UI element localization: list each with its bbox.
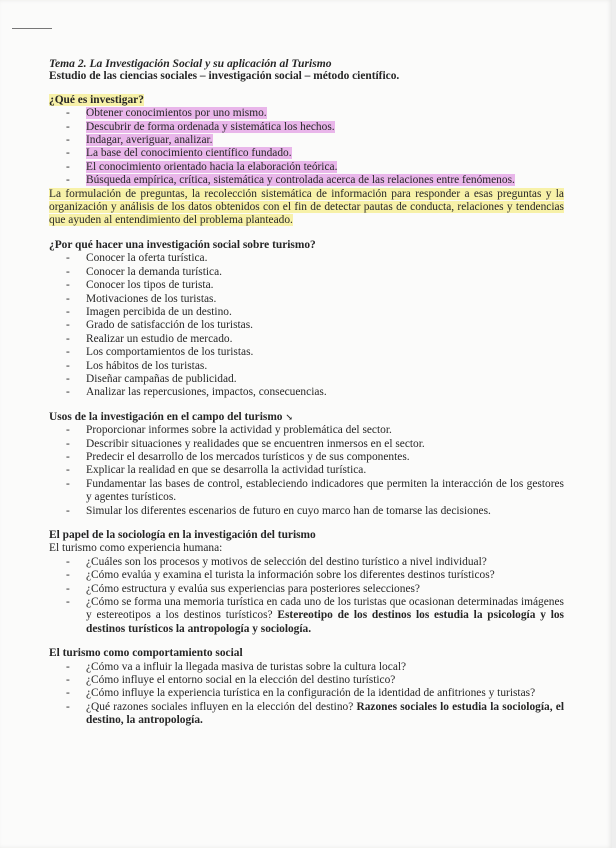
- list-item: - El conocimiento orientado hacia la elaboración teórica.: [49, 161, 564, 174]
- list-item: - Motivaciones de los turistas.: [49, 293, 564, 306]
- list-item: - ¿Qué razones sociales influyen en la elección del destino? Razones sociales lo estudia la sociología, el destino, la antropología.: [49, 701, 564, 728]
- usos-list: [49, 424, 564, 518]
- list-item: - ¿Cómo estructura y evalúa sus experiencias para posteriores selecciones?: [49, 583, 564, 596]
- document-title: Tema 2. La Investigación Social y su aplicación al Turismo: [49, 57, 332, 70]
- list-item: - Fundamentar las bases de control, estableciendo indicadores que permiten la interacción de los gestores y agentes turísticos.: [49, 478, 564, 505]
- list-item: - Proporcionar informes sobre la actividad y problemática del sector.: [49, 424, 564, 437]
- list-item: - Descubrir de forma ordenada y sistemática los hechos.: [49, 121, 564, 134]
- section-heading-que-es-investigar: [49, 94, 564, 107]
- section-heading-usos: Usos de la investigación en el campo del turismo ↘: [49, 410, 293, 423]
- list-item: - ¿Cómo se forma una memoria turística en cada uno de los turistas que ocasionan determinadas imágenes y estereotipos a los destinos turísticos? Estereotipo de los destinos los estudia la psicología y los destinos turísticos la antropología y sociología.: [49, 596, 564, 636]
- list-item: - La base del conocimiento científico fundado.: [49, 147, 564, 160]
- document-subtitle: Estudio de las ciencias sociales – investigación social – método científico.: [49, 70, 400, 83]
- list-item: - ¿Cómo evalúa y examina el turista la información sobre los diferentes destinos turísticos?: [49, 569, 564, 582]
- investigar-definition: La formulación de preguntas, la recolección sistemática de información para responder a esas preguntas y la organización y análisis de los datos obtenidos con el fin de detectar pautas de conducta, relaciones y tendencias que ayuden al entendimiento del problema planteado.: [49, 187, 564, 227]
- list-item: - ¿Cuáles son los procesos y motivos de selección del destino turístico a nivel individual?: [49, 556, 564, 569]
- list-item: - Indagar, averiguar, analizar.: [49, 134, 564, 147]
- list-item: - Obtener conocimientos por uno mismo.: [49, 107, 564, 120]
- list-item: - Explicar la realidad en que se desarrolla la actividad turística.: [49, 464, 564, 477]
- list-item: - Analizar las repercusiones, impactos, consecuencias.: [49, 386, 564, 399]
- list-item: - Diseñar campañas de publicidad.: [49, 373, 564, 386]
- section-heading-por-que: ¿Por qué hacer una investigación social sobre turismo?: [49, 238, 316, 251]
- list-item: - ¿Cómo va a influir la llegada masiva de turistas sobre la cultura local?: [49, 661, 564, 674]
- sociologia-list: [49, 556, 564, 636]
- list-item: - Simular los diferentes escenarios de futuro en cuyo marco han de tomarse las decisiones.: [49, 505, 564, 518]
- heading-text: ¿Qué es investigar?: [49, 93, 144, 106]
- list-item: - Conocer la demanda turística.: [49, 266, 564, 279]
- list-item: - Los comportamientos de los turistas.: [49, 346, 564, 359]
- por-que-list: [49, 252, 564, 399]
- list-item: - Conocer los tipos de turista.: [49, 279, 564, 292]
- list-item: - ¿Cómo influye la experiencia turística en la configuración de la identidad de anfitriones y turistas?: [49, 687, 564, 700]
- list-item: - Predecir el desarrollo de los mercados turísticos y de sus componentes.: [49, 451, 564, 464]
- list-item: - Búsqueda empírica, crítica, sistemática y controlada acerca de las relaciones entre fenómenos.: [49, 174, 564, 187]
- list-item: - Conocer la oferta turística.: [49, 252, 564, 265]
- corner-mark: [12, 28, 52, 29]
- list-item: - Realizar un estudio de mercado.: [49, 333, 564, 346]
- document-body: [49, 57, 564, 728]
- comportamiento-list: [49, 661, 564, 728]
- list-item: - Imagen percibida de un destino.: [49, 306, 564, 319]
- list-item: - ¿Cómo influye el entorno social en la elección del destino turístico?: [49, 674, 564, 687]
- investigar-list: [49, 107, 564, 187]
- list-item: - Describir situaciones y realidades que se encuentren inmersos en el sector.: [49, 438, 564, 451]
- section-heading-sociologia: El papel de la sociología en la investigación del turismo: [49, 529, 316, 541]
- section-intro: El turismo como experiencia humana:: [49, 542, 223, 555]
- section-heading-comportamiento: El turismo como comportamiento social: [49, 647, 243, 660]
- list-item: - Grado de satisfacción de los turistas.: [49, 319, 564, 332]
- arrow-icon: ↘: [285, 411, 293, 422]
- list-item: - Los hábitos de los turistas.: [49, 360, 564, 373]
